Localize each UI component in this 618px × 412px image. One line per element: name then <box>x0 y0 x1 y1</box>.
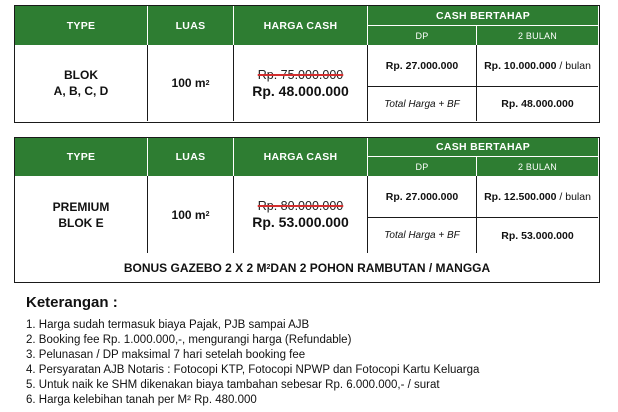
header-luas: LUAS <box>148 6 234 45</box>
dp-value: Rp. 27.000.000 <box>368 45 477 87</box>
note-item: 4. Persyaratan AJB Notaris : Fotocopi KTP, Fotocopi NPWP dan Fotocopi Kartu Keluarga <box>26 364 480 376</box>
notes-title: Keterangan : <box>26 294 118 311</box>
header-harga-cash: HARGA CASH <box>234 6 368 45</box>
note-item: 1. Harga sudah termasuk biaya Pajak, PJB sampai AJB <box>26 319 310 331</box>
total-value: Rp. 48.000.000 <box>501 98 574 110</box>
type-cell <box>15 176 148 253</box>
harga-cash-cell <box>234 45 368 121</box>
type-line-1: BLOK <box>64 68 98 82</box>
harga-cash-cell <box>234 176 368 253</box>
header-harga-cash: HARGA CASH <box>234 138 368 176</box>
header-2-bulan: 2 BULAN <box>477 157 598 176</box>
header-type: TYPE <box>15 138 148 176</box>
note-item: 3. Pelunasan / DP maksimal 7 hari setelah booking fee <box>26 349 306 361</box>
notes-list <box>26 318 479 408</box>
note-item: 5. Untuk naik ke SHM dikenakan biaya tambahan sebesar Rp. 6.000.000,- / surat <box>26 379 440 391</box>
note-item: 6. Harga kelebihan tanah per M² Rp. 480.000 <box>26 394 257 406</box>
total-label: Total Harga + BF <box>368 218 477 253</box>
installment-amount: Rp. 10.000.000 <box>484 59 557 72</box>
dp-value: Rp. 27.000.000 <box>368 176 477 218</box>
old-price: Rp. 75.000.000 <box>257 67 344 82</box>
bonus-text-end: DAN 2 POHON RAMBUTAN / MANGGA <box>270 260 491 275</box>
header-cash-bertahap: CASH BERTAHAP <box>368 6 598 26</box>
note-item: 2. Booking fee Rp. 1.000.000,-, mengurangi harga (Refundable) <box>26 334 352 346</box>
bonus-banner <box>14 253 600 283</box>
installment-cell <box>477 176 598 218</box>
installment-cell <box>477 45 598 87</box>
header-dp: DP <box>368 157 477 176</box>
installment-amount: Rp. 12.500.000 <box>484 190 557 203</box>
luas-unit-superscript: 2 <box>205 211 210 218</box>
type-line-2: A, B, C, D <box>53 84 109 98</box>
header-luas: LUAS <box>148 138 234 176</box>
type-line-1: PREMIUM <box>52 199 110 214</box>
installment-unit: / bulan <box>559 190 591 203</box>
luas-value: 100 m <box>171 76 206 90</box>
header-2-bulan: 2 BULAN <box>477 26 598 45</box>
type-line-2: BLOK E <box>58 215 104 230</box>
luas-unit-superscript: 2 <box>205 79 210 87</box>
type-cell <box>15 45 148 121</box>
header-type: TYPE <box>15 6 148 45</box>
new-price: Rp. 53.000.000 <box>252 214 349 230</box>
luas-value: 100 m <box>171 207 206 222</box>
pricing-table-blok-abcd <box>14 5 600 123</box>
header-cash-bertahap: CASH BERTAHAP <box>368 138 598 157</box>
header-dp: DP <box>368 26 477 45</box>
total-label: Total Harga + BF <box>368 87 477 121</box>
bonus-superscript: 2 <box>266 264 271 271</box>
installment-unit: / bulan <box>559 59 591 72</box>
bonus-text-start: BONUS GAZEBO 2 X 2 M <box>123 260 267 275</box>
old-price: Rp. 80.000.000 <box>257 199 344 213</box>
total-value: Rp. 53.000.000 <box>501 229 574 242</box>
luas-cell <box>148 176 234 253</box>
luas-cell <box>148 45 234 121</box>
new-price: Rp. 48.000.000 <box>252 82 349 99</box>
